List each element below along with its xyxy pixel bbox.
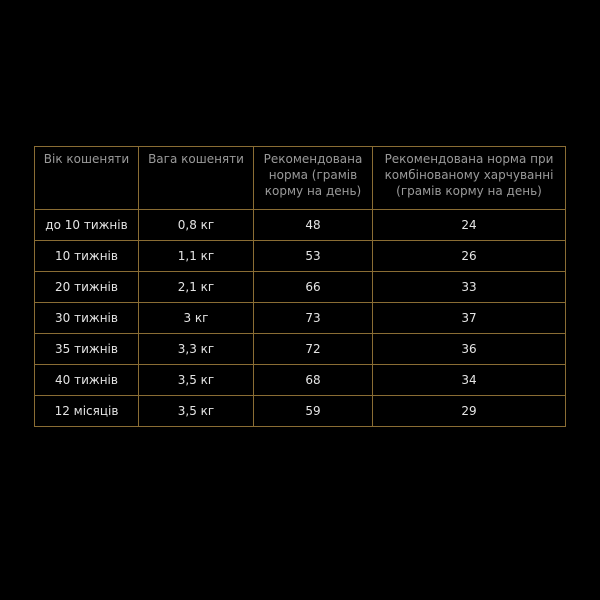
cell-recommended: 59 — [254, 396, 373, 427]
cell-combined: 29 — [373, 396, 566, 427]
cell-age: 30 тижнів — [35, 303, 139, 334]
cell-age: 35 тижнів — [35, 334, 139, 365]
table-header-row — [35, 147, 566, 210]
header-combined-feeding-amount: Рекомендована норма при комбінованому харчуванні (грамів корму на день) — [373, 147, 566, 210]
cell-recommended: 66 — [254, 272, 373, 303]
header-kitten-age: Вік кошеняти — [35, 147, 139, 210]
cell-age: 12 місяців — [35, 396, 139, 427]
table-row — [35, 365, 566, 396]
cell-weight: 0,8 кг — [139, 210, 254, 241]
header-kitten-weight: Вага кошеняти — [139, 147, 254, 210]
feeding-table — [34, 146, 566, 427]
cell-weight: 1,1 кг — [139, 241, 254, 272]
table-row — [35, 303, 566, 334]
cell-age: 20 тижнів — [35, 272, 139, 303]
cell-combined: 24 — [373, 210, 566, 241]
cell-combined: 36 — [373, 334, 566, 365]
cell-recommended: 53 — [254, 241, 373, 272]
cell-combined: 37 — [373, 303, 566, 334]
table-row — [35, 396, 566, 427]
cell-recommended: 68 — [254, 365, 373, 396]
cell-recommended: 48 — [254, 210, 373, 241]
cell-age: 40 тижнів — [35, 365, 139, 396]
table-row — [35, 241, 566, 272]
cell-weight: 3,5 кг — [139, 396, 254, 427]
cell-recommended: 73 — [254, 303, 373, 334]
cell-age: 10 тижнів — [35, 241, 139, 272]
cell-combined: 34 — [373, 365, 566, 396]
table-row — [35, 272, 566, 303]
cell-weight: 3 кг — [139, 303, 254, 334]
header-recommended-amount: Рекомендована норма (грамів корму на день) — [254, 147, 373, 210]
cell-weight: 3,3 кг — [139, 334, 254, 365]
cell-recommended: 72 — [254, 334, 373, 365]
cell-combined: 26 — [373, 241, 566, 272]
cell-weight: 2,1 кг — [139, 272, 254, 303]
cell-combined: 33 — [373, 272, 566, 303]
cell-weight: 3,5 кг — [139, 365, 254, 396]
cell-age: до 10 тижнів — [35, 210, 139, 241]
table-row — [35, 334, 566, 365]
table-row — [35, 210, 566, 241]
